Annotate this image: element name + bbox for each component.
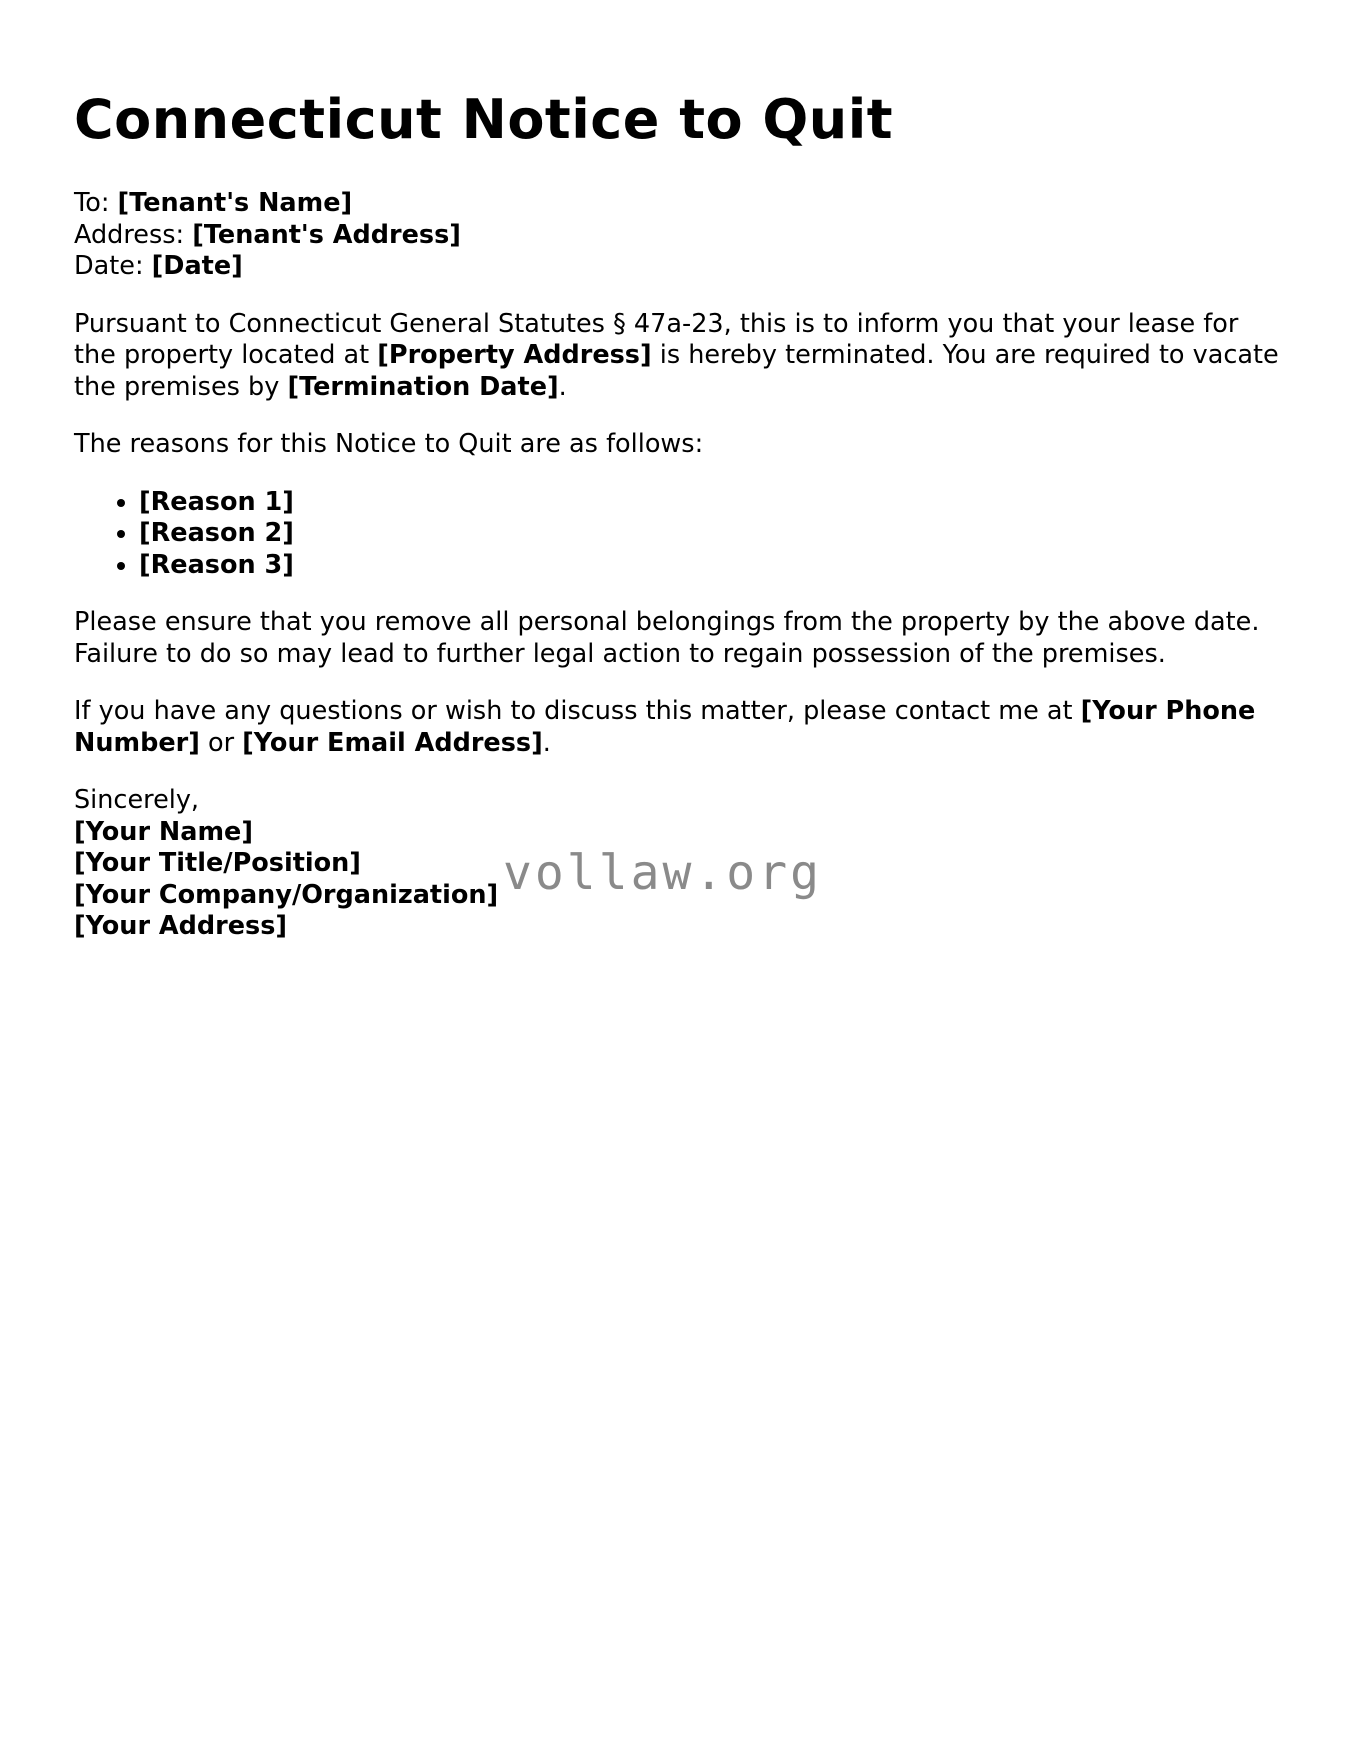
belongings-paragraph: Please ensure that you remove all personal belongings from the property by the above date. Failure to do so may lead to further legal action to regain possession of the premises. — [74, 607, 1260, 669]
to-line — [74, 188, 1284, 220]
date-label: Date: — [74, 251, 152, 281]
watermark: vollaw.org — [503, 845, 822, 901]
recipient-header — [74, 188, 1284, 283]
termination-text-1: Pursuant to Connecticut General Statutes § 47a-23, this is to inform you that your lease for the property located at — [74, 308, 1239, 370]
to-label: To: — [74, 188, 118, 218]
signer-title: [Your Title/Position] — [74, 848, 361, 878]
contact-text-2: or — [199, 727, 243, 758]
tenant-address: [Tenant's Address] — [192, 219, 461, 250]
email-address: [Your Email Address] — [242, 727, 543, 758]
address-label: Address: — [74, 219, 193, 250]
contact-text-1: If you have any questions or wish to discuss this matter, please contact me at — [74, 696, 1081, 726]
phone-number: [Your Phone Number] — [74, 696, 1256, 758]
closing: Sincerely, — [74, 785, 200, 815]
tenant-name: [Tenant's Name] — [117, 188, 353, 218]
signer-company: [Your Company/Organization] — [74, 879, 499, 910]
notice-date: [Date] — [151, 251, 243, 281]
termination-text-2: is hereby terminated. You are required to vacate the premises by — [74, 340, 1279, 402]
reasons-intro: The reasons for this Notice to Quit are as follows: — [74, 429, 704, 459]
signer-address: [Your Address] — [74, 911, 288, 941]
list-item: • [Reason 2] — [139, 518, 1284, 550]
date-line — [74, 251, 1284, 283]
contact-text-3: . — [542, 727, 551, 758]
termination-paragraph — [74, 309, 1284, 404]
list-item: • [Reason 3] — [139, 550, 1284, 582]
address-line — [74, 220, 1284, 252]
document-title: Connecticut Notice to Quit — [74, 88, 894, 151]
termination-text-3: . — [558, 371, 567, 402]
signer-name: [Your Name] — [74, 816, 253, 847]
termination-date: [Termination Date] — [287, 371, 559, 402]
list-item: • [Reason 1] — [139, 487, 1284, 519]
contact-paragraph — [74, 696, 1284, 759]
property-address: [Property Address] — [377, 340, 652, 370]
reasons-list — [74, 487, 1284, 582]
document-page — [74, 88, 1284, 943]
